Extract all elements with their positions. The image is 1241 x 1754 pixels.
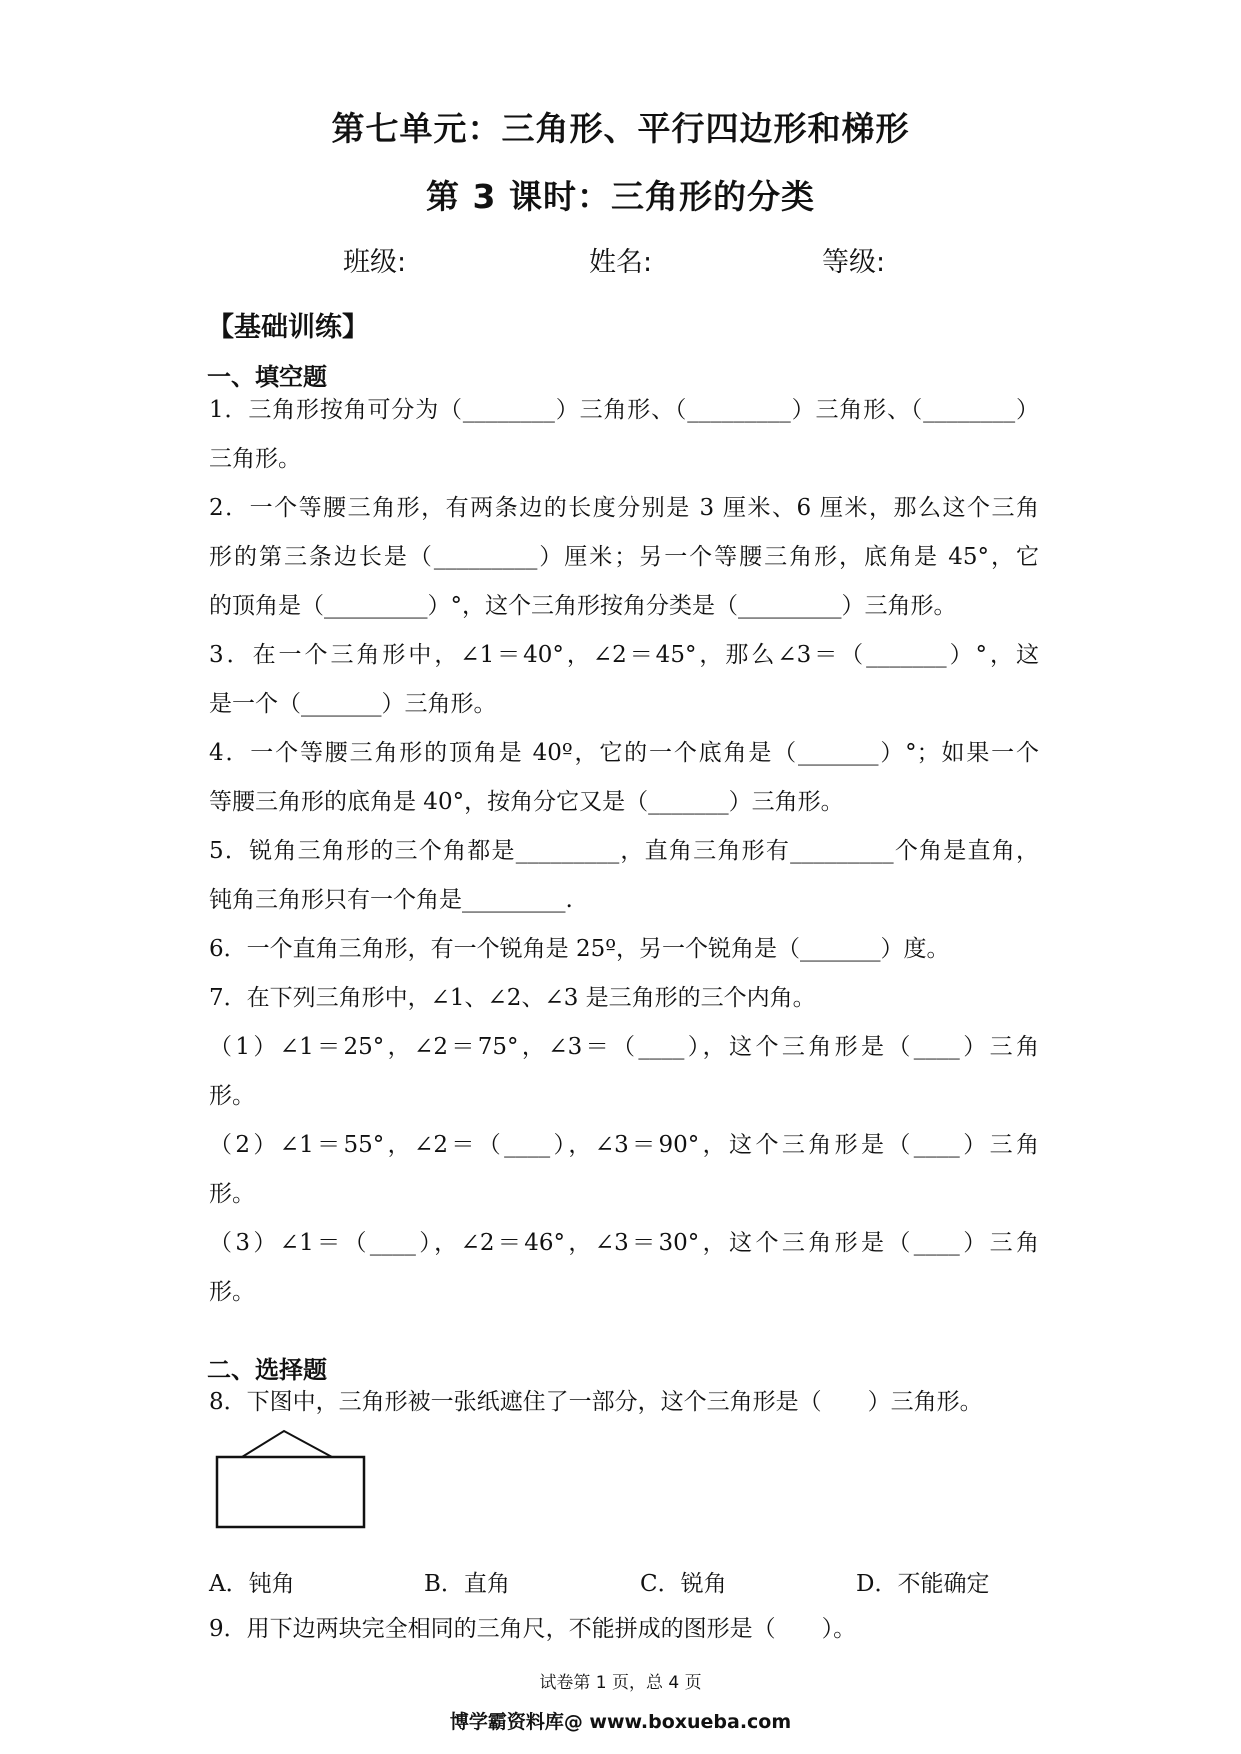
covered-triangle-figure [212,1428,372,1548]
question-line: 2．一个等腰三角形，有两条边的长度分别是 3 厘米、6 厘米，那么这个三角 [209,495,1039,521]
question-line: （1）∠1＝25°，∠2＝75°，∠3＝（____），这个三角形是（____）三角 [209,1034,1039,1060]
question-line: 三角形。 [209,446,301,472]
triangle-visible-edges [242,1431,332,1457]
question-line: 是一个（_______）三角形。 [209,691,497,717]
option-b: B．直角 [424,1571,510,1597]
question-line: 形。 [209,1279,255,1305]
question-line: 等腰三角形的底角是 40°，按角分它又是（_______）三角形。 [209,789,844,815]
grade-label: 等级: [822,247,886,278]
lesson-subtitle: 第 3 课时：三角形的分类 [426,177,815,216]
question-line: 形的第三条边长是（_________）厘米；另一个等腰三角形，底角是 45°，它 [209,544,1039,570]
class-label: 班级: [343,247,407,278]
question-line: 3．在一个三角形中，∠1＝40°，∠2＝45°，那么∠3＝（_______）°，这 [209,642,1039,668]
question-line: 7．在下列三角形中，∠1、∠2、∠3 是三角形的三个内角。 [209,985,816,1011]
question-8-stem: 8．下图中，三角形被一张纸遮住了一部分，这个三角形是（ ）三角形。 [209,1389,983,1415]
question-line: 5．锐角三角形的三个角都是_________，直角三角形有_________个角是直角， [209,838,1039,864]
section-multiple-choice: 二、选择题 [207,1356,327,1384]
question-line: 形。 [209,1083,255,1109]
question-line: 6．一个直角三角形，有一个锐角是 25º，另一个锐角是（_______）度。 [209,936,950,962]
question-line: （3）∠1＝（____），∠2＝46°，∠3＝30°，这个三角形是（____）三角 [209,1230,1039,1256]
option-d: D．不能确定 [856,1571,990,1597]
question-line: 形。 [209,1181,255,1207]
section-fill-in: 一、填空题 [207,363,327,391]
page-number: 试卷第 1 页，总 4 页 [539,1673,702,1693]
covering-paper [217,1457,364,1527]
question-line: 的顶角是（_________）°，这个三角形按角分类是（_________）三角形。 [209,593,957,619]
question-line: 钝角三角形只有一个角是_________. [209,887,573,913]
page-title: 第七单元：三角形、平行四边形和梯形 [331,109,910,148]
option-c: C．锐角 [640,1571,727,1597]
section-basic-training: 【基础训练】 [207,312,369,343]
option-a: A．钝角 [209,1571,295,1597]
question-line: （2）∠1＝55°，∠2＝（____），∠3＝90°，这个三角形是（____）三角 [209,1132,1039,1158]
question-line: 1．三角形按角可分为（________）三角形、（_________）三角形、（________） [209,397,1039,423]
question-line: 4．一个等腰三角形的顶角是 40º，它的一个底角是（_______）°；如果一个 [209,740,1039,766]
watermark: 博学霸资料库@ www.boxueba.com [449,1711,792,1733]
question-9-stem: 9．用下边两块完全相同的三角尺，不能拼成的图形是（ ）。 [209,1616,857,1642]
name-label: 姓名: [589,247,653,278]
